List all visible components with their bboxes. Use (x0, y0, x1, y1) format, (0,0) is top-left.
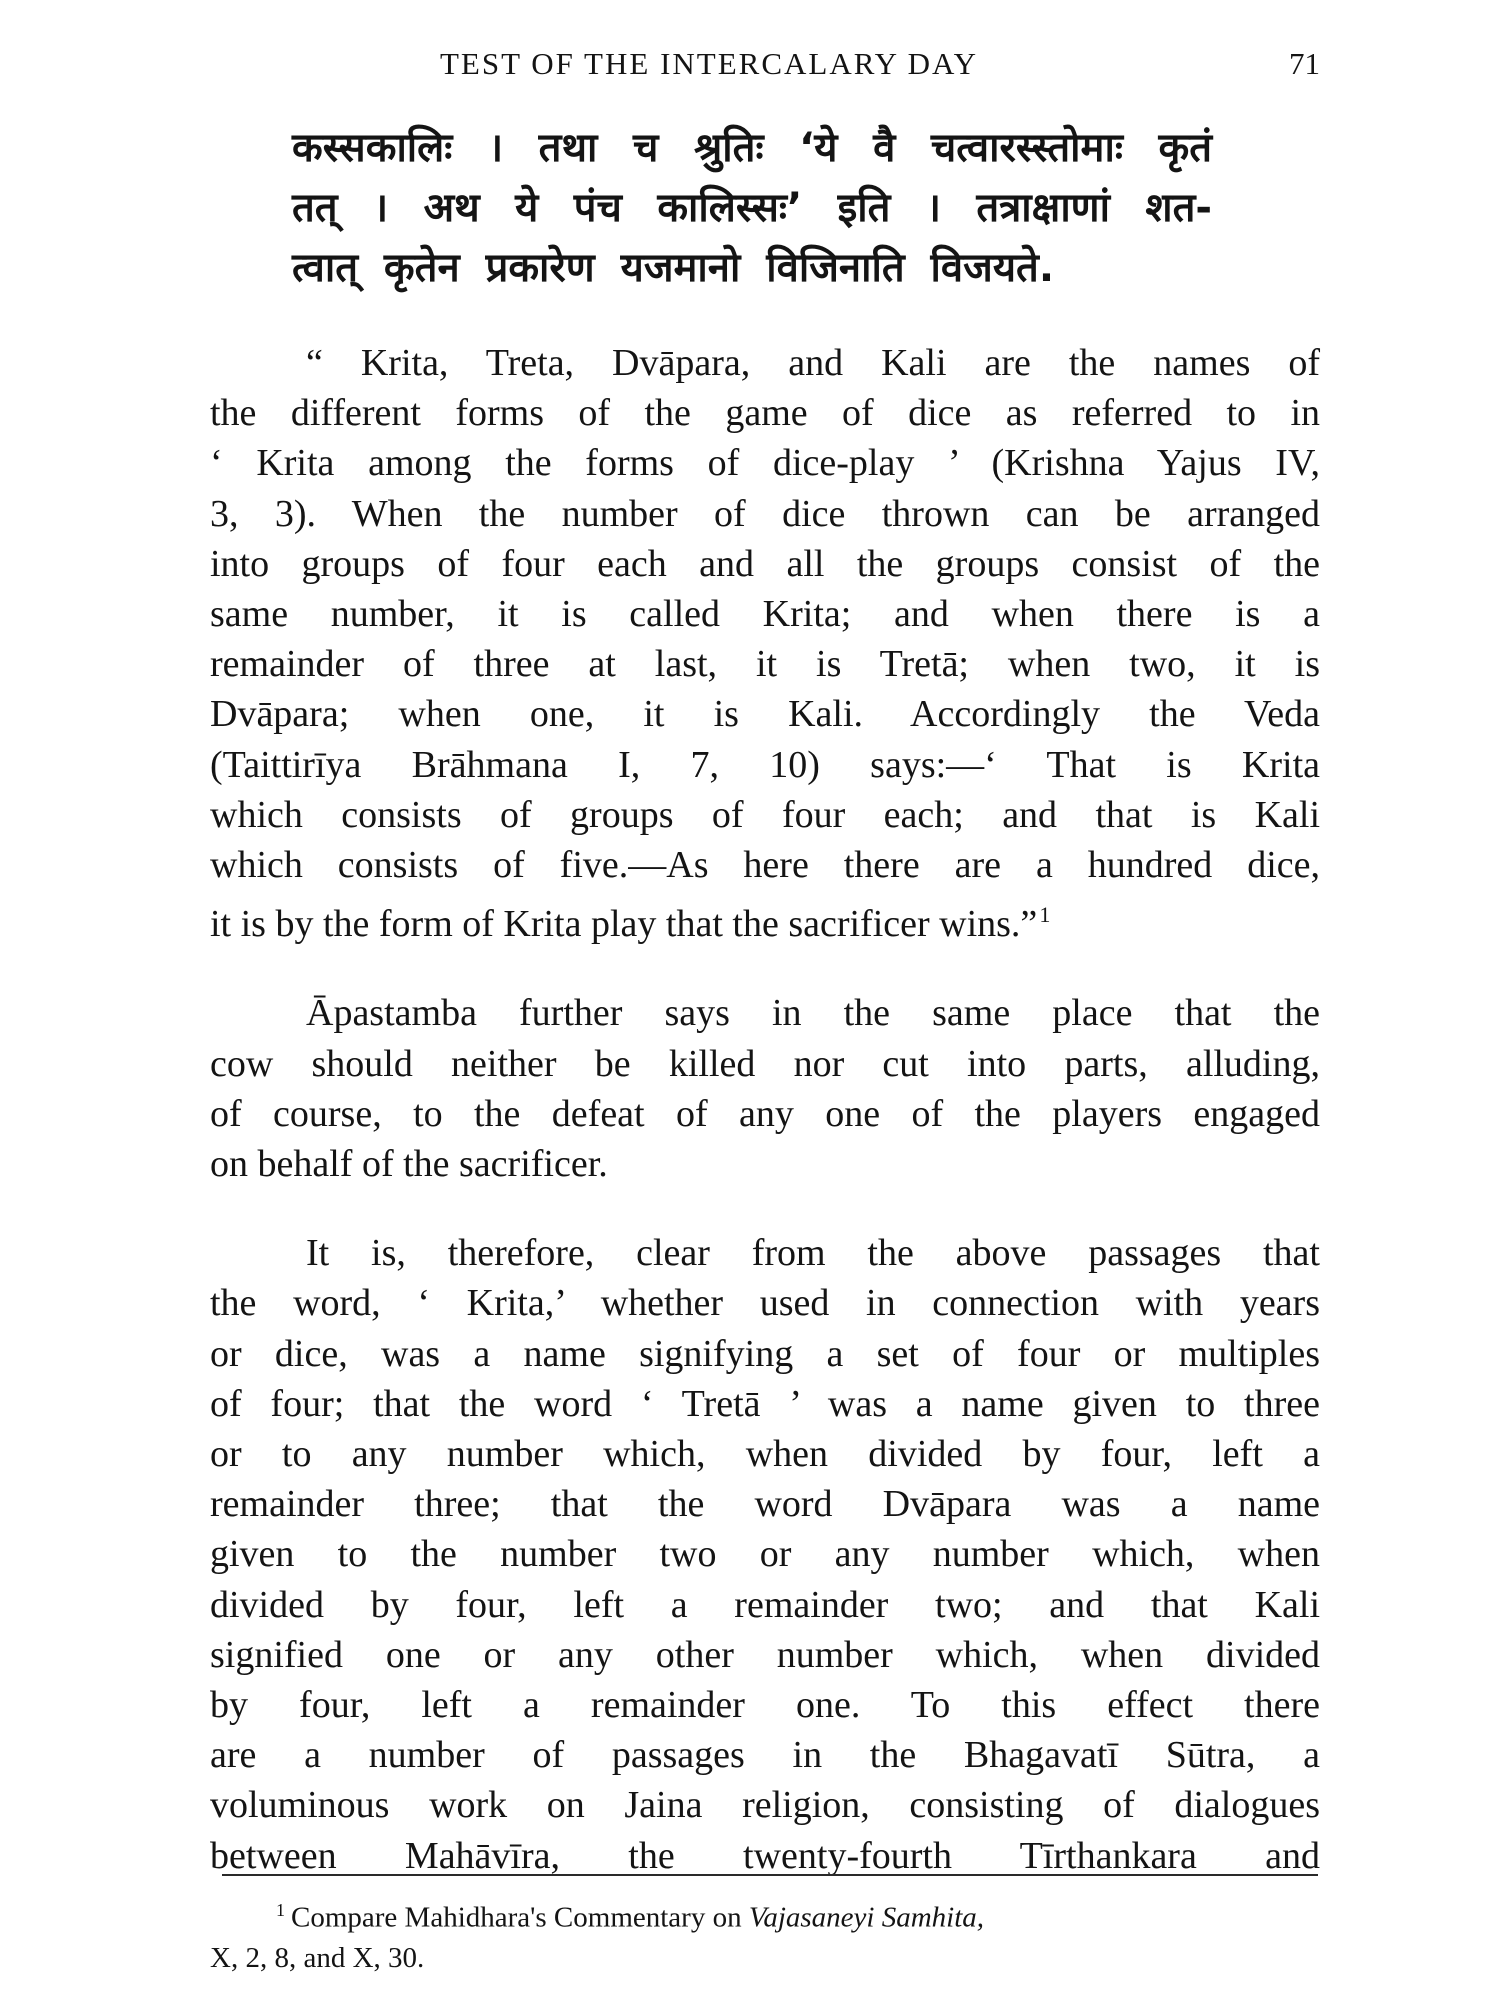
text-line: or dice, was a name signifying a set of four or multiples (210, 1332, 1320, 1375)
footnote-divider (222, 1874, 1318, 1876)
text-line-last (210, 890, 1320, 949)
text-line: are a number of passages in the Bhagavatī Sūtra, a (210, 1734, 1320, 1777)
text-line: Dvāpara; when one, it is Kali. Accordingly the Veda (210, 693, 1320, 736)
footnote-marker: 1 (276, 1900, 285, 1920)
text-line: 3, 3). When the number of dice thrown can be arranged (210, 492, 1320, 535)
text-line: into groups of four each and all the groups consist of the (210, 542, 1320, 585)
text-line: ‘ Krita among the forms of dice-play ’ (Krishna Yajus IV, (210, 442, 1320, 485)
text-line: divided by four, left a remainder two; and that Kali (210, 1583, 1320, 1626)
text-line: of course, to the defeat of any one of the players engaged (210, 1092, 1320, 1135)
text-line: signified one or any other number which, when divided (210, 1633, 1320, 1676)
footnote-line (210, 1890, 1320, 1938)
sanskrit-line: कस्सकालिः । तथा च श्रुतिः ‘ये वै चत्वारस्स्तोमाः कृतं (292, 125, 1212, 171)
text-line: the different forms of the game of dice as referred to in (210, 392, 1320, 435)
text-line: the word, ‘ Krita,’ whether used in connection with years (210, 1282, 1320, 1325)
text-line: same number, it is called Krita; and when there is a (210, 593, 1320, 636)
footnote-continuation: X, 2, 8, and X, 30. (210, 1941, 425, 1974)
text-line: voluminous work on Jaina religion, consisting of dialogues (210, 1784, 1320, 1827)
paragraph-translation (210, 338, 1320, 949)
text-line: given to the number two or any number which, when (210, 1533, 1320, 1576)
text-line: remainder three; that the word Dvāpara was a name (210, 1483, 1320, 1526)
running-head: TEST OF THE INTERCALARY DAY (440, 46, 978, 81)
paragraph-conclusion (210, 1228, 1320, 1881)
body-text (210, 338, 1320, 1881)
text-line: it is by the form of Krita play that the sacrificer wins.” (210, 903, 1038, 946)
text-line: remainder of three at last, it is Tretā; when two, it is (210, 643, 1320, 686)
text-line: (Taittirīya Brāhmana I, 7, 10) says:—‘ That is Krita (210, 743, 1320, 786)
page-number: 71 (1289, 46, 1320, 81)
text-line: or to any number which, when divided by four, left a (210, 1433, 1320, 1476)
text-line: “ Krita, Treta, Dvāpara, and Kali are the names of (306, 342, 1320, 384)
paragraph-apastamba (210, 988, 1320, 1189)
footnote-reference: 1 (1039, 902, 1051, 928)
sanskrit-line: त्वात् कृतेन प्रकारेण यजमानो विजिनाति विजयते. (292, 245, 1055, 291)
text-line: which consists of five.—As here there are a hundred dice, (210, 844, 1320, 887)
page-header (210, 46, 1320, 86)
text-line: between Mahāvīra, the twenty-fourth Tīrthankara and (210, 1834, 1320, 1877)
text-line: which consists of groups of four each; and that is Kali (210, 793, 1320, 836)
text-line: It is, therefore, clear from the above passages that (306, 1232, 1320, 1275)
text-line: Āpastamba further says in the same place that the (306, 992, 1320, 1035)
text-line: on behalf of the sacrificer. (210, 1143, 608, 1186)
sanskrit-quotation (292, 118, 1212, 298)
footnote (210, 1890, 1320, 1978)
sanskrit-line: तत् । अथ ये पंच कालिस्सः’ इति । तत्राक्षाणां शत- (292, 185, 1212, 231)
text-line: by four, left a remainder one. To this effect there (210, 1684, 1320, 1727)
text-line: cow should neither be killed nor cut into parts, alluding, (210, 1042, 1320, 1085)
footnote-text: Compare Mahidhara's Commentary on (291, 1901, 742, 1934)
text-line: of four; that the word ‘ Tretā ’ was a name given to three (210, 1382, 1320, 1425)
footnote-title: Vajasaneyi Samhita, (748, 1901, 985, 1934)
